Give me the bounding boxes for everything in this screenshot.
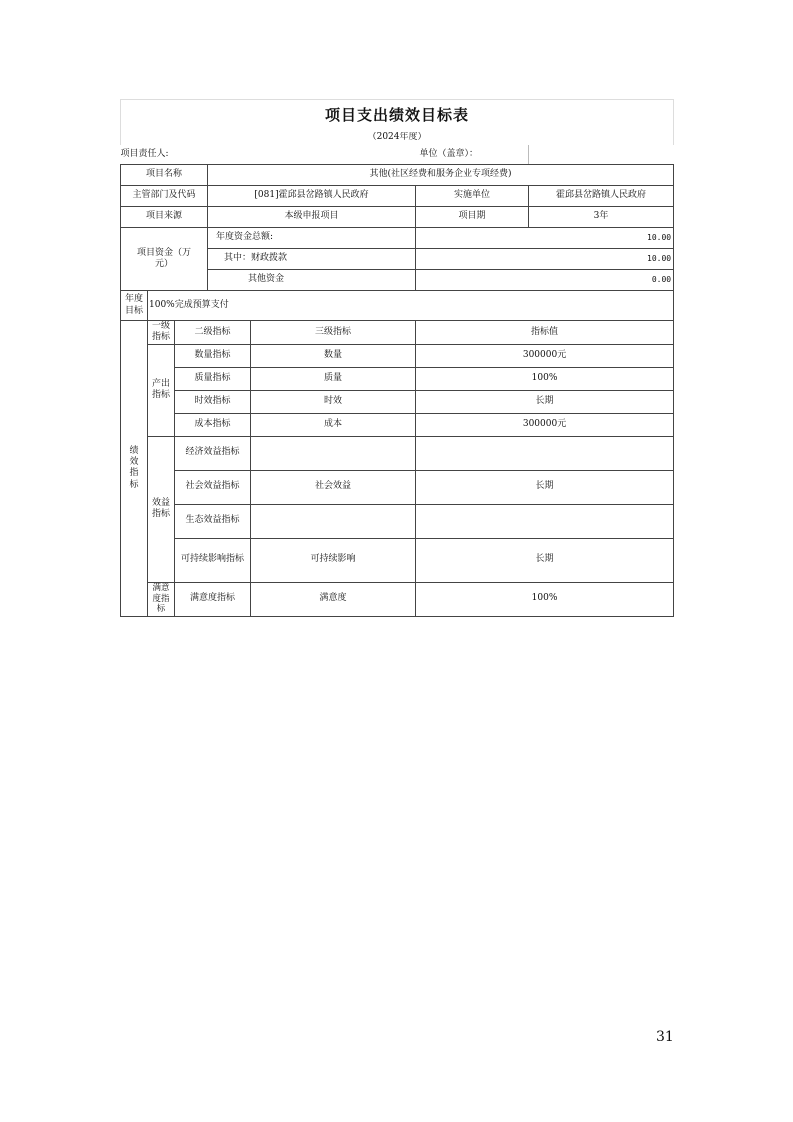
dept-value: [081]霍邱县岔路镇人民政府 — [208, 186, 416, 207]
funds-label: 项目资金（万元） — [121, 228, 208, 291]
benefit-indicator-label: 效益指标 — [148, 436, 175, 582]
fund-total-value: 10.00 — [416, 228, 674, 249]
header-level3: 三级指标 — [251, 321, 416, 345]
table-row-l3 — [251, 436, 416, 470]
table-row-value: 长期 — [416, 390, 674, 413]
table-row-value — [416, 436, 674, 470]
table-row-value — [416, 504, 674, 538]
table-row-l2: 经济效益指标 — [175, 436, 251, 470]
table-title: 项目支出绩效目标表 — [121, 100, 674, 132]
header-value: 指标值 — [416, 321, 674, 345]
fund-other-value: 0.00 — [416, 270, 674, 291]
table-row-l2: 数量指标 — [175, 344, 251, 367]
performance-table-sheet — [120, 99, 673, 617]
impl-label: 实施单位 — [416, 186, 529, 207]
annual-goal-value: 100%完成预算支付 — [148, 291, 674, 321]
fund-fiscal-label: 其中：财政拨款 — [208, 249, 416, 270]
table-row-l2: 质量指标 — [175, 367, 251, 390]
period-value: 3年 — [529, 207, 674, 228]
table-row-l2: 成本指标 — [175, 413, 251, 436]
output-indicator-label: 产出指标 — [148, 344, 175, 436]
source-label: 项目来源 — [121, 207, 208, 228]
table-row-l2: 生态效益指标 — [175, 504, 251, 538]
header-level2: 二级指标 — [175, 321, 251, 345]
unit-seal-label: 单位（盖章）： — [208, 145, 529, 165]
performance-table — [120, 99, 674, 617]
table-row-value: 300000元 — [416, 344, 674, 367]
project-name-label: 项目名称 — [121, 165, 208, 186]
table-row-l3 — [251, 504, 416, 538]
table-row-value: 300000元 — [416, 413, 674, 436]
table-row-l3: 满意度 — [251, 582, 416, 616]
table-row-l2: 时效指标 — [175, 390, 251, 413]
table-row-l3: 社会效益 — [251, 470, 416, 504]
table-year: （2024年度） — [121, 132, 674, 145]
table-row-l2: 社会效益指标 — [175, 470, 251, 504]
page-number: 31 — [656, 1029, 674, 1045]
header-level1: 一级指标 — [148, 321, 175, 345]
annual-goal-label: 年度目标 — [121, 291, 148, 321]
table-row-l3: 可持续影响 — [251, 538, 416, 582]
fund-other-label: 其他资金 — [208, 270, 416, 291]
table-row-l2: 满意度指标 — [175, 582, 251, 616]
table-row-value: 100% — [416, 582, 674, 616]
satisfaction-indicator-label: 满意度指标 — [148, 582, 175, 616]
perf-indicator-label: 绩效指标 — [121, 321, 148, 617]
period-label: 项目期 — [416, 207, 529, 228]
table-row-value: 长期 — [416, 470, 674, 504]
table-row-value: 100% — [416, 367, 674, 390]
table-row-l3: 数量 — [251, 344, 416, 367]
fund-fiscal-value: 10.00 — [416, 249, 674, 270]
unit-seal-value — [529, 145, 674, 165]
table-row-l3: 质量 — [251, 367, 416, 390]
responsible-label: 项目责任人: — [120, 148, 169, 159]
table-row-value: 长期 — [416, 538, 674, 582]
source-value: 本级申报项目 — [208, 207, 416, 228]
table-row-l3: 时效 — [251, 390, 416, 413]
dept-label: 主管部门及代码 — [121, 186, 208, 207]
project-name-value: 其他(社区经费和服务企业专项经费) — [208, 165, 674, 186]
impl-value: 霍邱县岔路镇人民政府 — [529, 186, 674, 207]
table-row-l2: 可持续影响指标 — [175, 538, 251, 582]
table-row-l3: 成本 — [251, 413, 416, 436]
fund-total-label: 年度资金总额: — [208, 228, 416, 249]
